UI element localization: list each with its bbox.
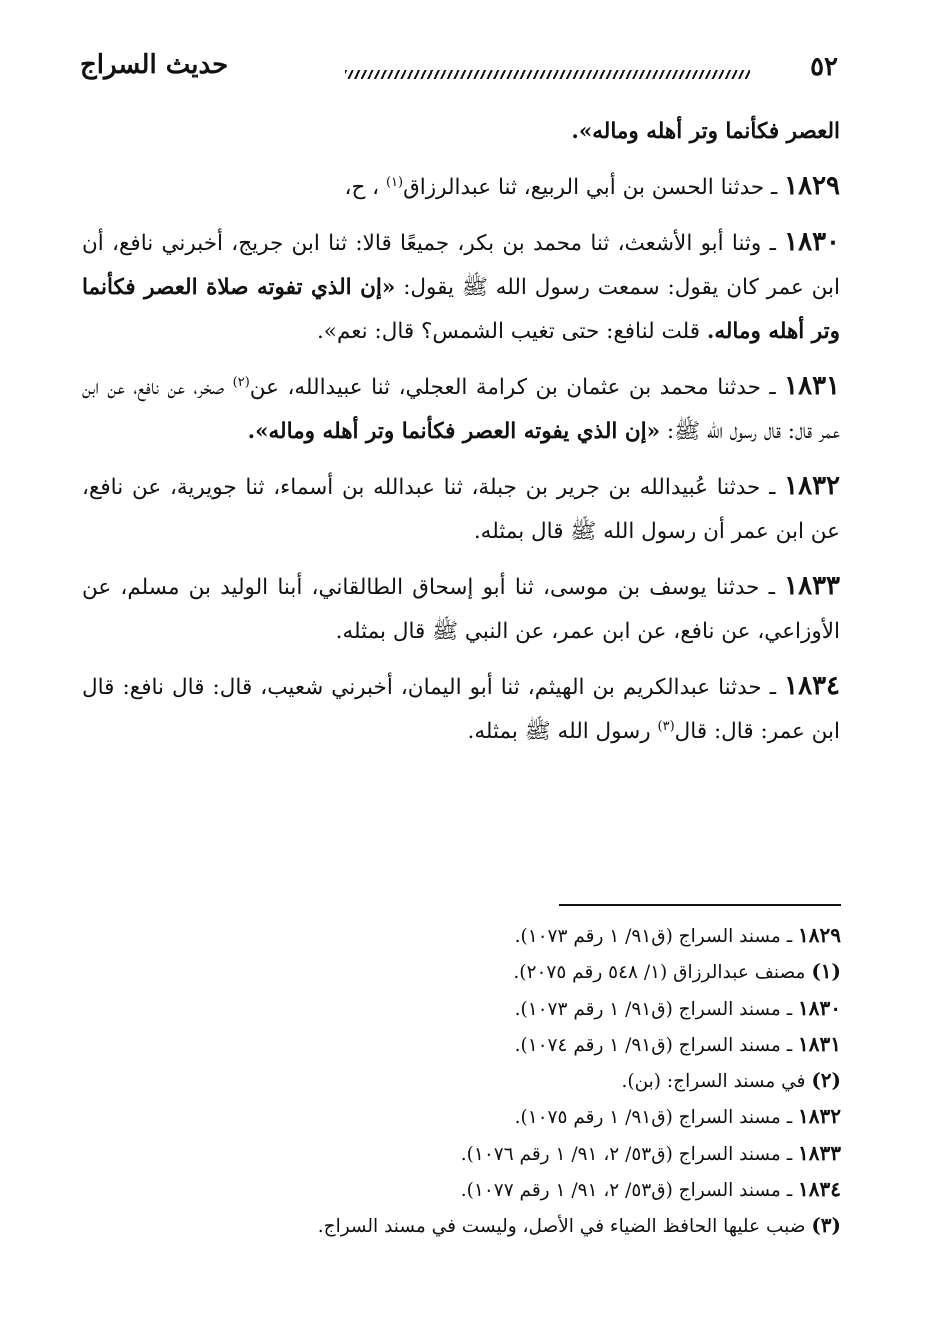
footnote-separator — [559, 904, 841, 906]
hadith-paragraph — [82, 220, 840, 354]
footnote — [221, 1027, 841, 1063]
hadith-paragraph — [82, 464, 840, 554]
bold-text: «إن الذي تفوته صلاة العصر فكأنما وتر أهله وماله. — [82, 275, 840, 344]
footnote-text: ـ مسند السراج (ق٩١/ ١ رقم ١٠٧٥). — [514, 1107, 799, 1129]
paragraph-text: صخر، عن نافع، عن ابن عمر قال: قال رسول الله ﷺ: — [82, 375, 840, 444]
paragraph-text: قلت لنافع: حتى تغيب الشمس؟ قال: نعم». — [316, 319, 707, 344]
footnote-number: ١٨٣٢ — [798, 1104, 841, 1129]
footnote-number: ١٨٣٤ — [798, 1177, 841, 1202]
footnote — [221, 918, 841, 954]
footnote-number: (٢) — [811, 1068, 841, 1093]
hadith-number: ١٨٣٣ — [784, 571, 840, 601]
paragraph-text: رسول الله ﷺ بمثله. — [467, 719, 658, 744]
footnote-number: ١٨٣١ — [798, 1031, 841, 1056]
paragraph-text: ـ حدثنا عبدالكريم بن الهيثم، ثنا أبو اليمان، أخبرني شعيب، قال: قال نافع: قال ابن عمر: قال: قال — [82, 675, 840, 744]
hadith-number: ١٨٣٠ — [784, 227, 840, 257]
paragraph-text: ـ حدثنا الحسن بن أبي الربيع، ثنا عبدالرزاق — [403, 175, 785, 200]
main-text — [82, 110, 840, 764]
hadith-paragraph — [82, 110, 840, 154]
bold-text: «إن الذي يفوته العصر فكأنما وتر أهله وماله». — [247, 419, 661, 444]
footnote-text: مصنف عبدالرزاق (١/ ٥٤٨ رقم ٢٠٧٥). — [513, 962, 812, 984]
hadith-paragraph — [82, 164, 840, 210]
hadith-number: ١٨٣٤ — [784, 671, 840, 701]
footnote-text: ـ مسند السراج (ق٩١/ ١ رقم ١٠٧٣). — [514, 926, 799, 947]
paragraph-text: ، ح، — [344, 175, 386, 200]
header-rule — [345, 70, 750, 79]
footnote-number: (٣) — [811, 1213, 841, 1238]
hadith-paragraph — [82, 364, 840, 454]
footnote — [221, 1208, 841, 1244]
paragraph-text: ـ حدثنا يوسف بن موسى، ثنا أبو إسحاق الطالقاني، أبنا الوليد بن مسلم، عن الأوزاعي، عن نافع، عن ابن عمر، عن النبي ﷺ قال بمثله. — [82, 575, 840, 644]
footnote-number: ١٨٢٩ — [798, 923, 841, 947]
footnote-text: في مسند السراج: (بن). — [621, 1071, 812, 1093]
footnote — [221, 1063, 841, 1099]
paragraph-text: ـ وثنا أبو الأشعث، ثنا محمد بن بكر، جميعًا قالا: ثنا ابن جريج، أخبرني نافع، أن ابن عمر كان يقول: سمعت رسول الله ﷺ يقول: — [82, 231, 840, 300]
hadith-number: ١٨٣٢ — [784, 471, 840, 501]
hadith-paragraph — [82, 664, 840, 754]
footnote-ref: (٢) — [232, 374, 250, 390]
footnotes — [221, 918, 841, 1245]
footnote-ref: (١) — [385, 174, 404, 190]
paragraph-text: ـ حدثنا محمد بن عثمان بن كرامة العجلي، ثنا عبيدالله، عن — [249, 375, 785, 400]
footnote-number: (١) — [811, 959, 841, 984]
page-header — [80, 44, 838, 94]
footnote-text: ـ مسند السراج (ق٩١/ ١ رقم ١٠٧٣). — [514, 998, 799, 1020]
footnote — [221, 1136, 841, 1172]
hadith-number: ١٨٢٩ — [784, 171, 840, 201]
hadith-paragraph — [82, 564, 840, 654]
footnote — [221, 991, 841, 1027]
paragraph-text: ـ حدثنا عُبيدالله بن جرير بن جبلة، ثنا عبدالله بن أسماء، ثنا جويرية، عن نافع، عن ابن عمر أن رسول الله ﷺ قال بمثله. — [82, 475, 840, 544]
footnote — [221, 1172, 841, 1208]
footnote-text: ـ مسند السراج (ق٥٣/ ٢، ٩١/ ١ رقم ١٠٧٧). — [460, 1180, 799, 1202]
footnote-ref: (٣) — [657, 718, 675, 734]
hadith-number: ١٨٣١ — [784, 371, 840, 401]
footnote-text: ـ مسند السراج (ق٥٣/ ٢، ٩١/ ١ رقم ١٠٧٦). — [460, 1143, 799, 1165]
running-title: حديث السراج — [80, 50, 229, 80]
footnote-text: ضبب عليها الحافظ الضياء في الأصل، وليست في مسند السراج. — [317, 1216, 812, 1238]
bold-text: العصر فكأنما وتر أهله وماله». — [571, 119, 840, 144]
footnote — [221, 1099, 841, 1135]
footnote-text: ـ مسند السراج (ق٩١/ ١ رقم ١٠٧٤). — [514, 1034, 799, 1056]
footnote-number: ١٨٣٣ — [798, 1140, 841, 1165]
footnote — [221, 954, 841, 990]
footnote-number: ١٨٣٠ — [798, 995, 841, 1020]
page-number: ٥٢ — [810, 52, 838, 82]
